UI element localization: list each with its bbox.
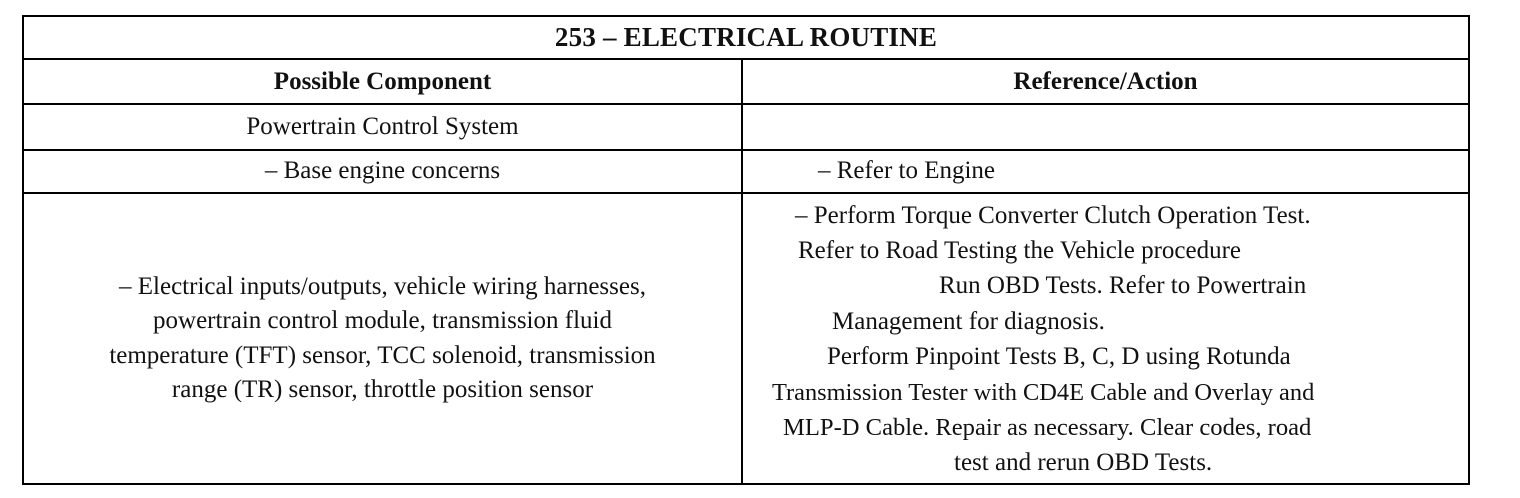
- table-row: [24, 194, 1468, 483]
- table-title-row: [24, 17, 1468, 60]
- header-reference-action: Reference/Action: [1013, 67, 1198, 95]
- component-line: temperature (TFT) sensor, TCC solenoid, transmission: [109, 341, 656, 369]
- action-cell: [743, 151, 1468, 192]
- component-line: – Electrical inputs/outputs, vehicle wiring harnesses,: [119, 272, 646, 300]
- component-line: powertrain control module, transmission fluid: [153, 307, 612, 334]
- component-text-block: [109, 270, 655, 408]
- action-text: – Refer to Engine: [818, 157, 996, 185]
- action-line: MLP-D Cable. Repair as necessary. Clear codes, road: [783, 414, 1312, 441]
- component-text: Powertrain Control System: [246, 112, 519, 140]
- component-text: – Base engine concerns: [264, 157, 501, 185]
- table-row: [24, 151, 1468, 194]
- header-component-cell: [24, 60, 743, 103]
- action-line: Perform Pinpoint Tests B, C, D using Rotunda: [827, 343, 1291, 370]
- action-line: Transmission Tester with CD4E Cable and Overlay and: [772, 379, 1315, 406]
- header-action-cell: [743, 60, 1468, 103]
- action-line: Run OBD Tests. Refer to Powertrain: [939, 272, 1307, 299]
- table-row: [24, 105, 1468, 151]
- table-title-cell: [24, 17, 1468, 58]
- component-cell: [24, 151, 743, 192]
- table-title: 253 – ELECTRICAL ROUTINE: [554, 22, 938, 52]
- component-cell: [24, 105, 743, 149]
- action-cell: [743, 105, 1468, 149]
- action-cell: [743, 194, 1468, 483]
- component-cell: [24, 194, 743, 483]
- action-line: Refer to Road Testing the Vehicle procedure: [798, 237, 1242, 264]
- action-line: – Perform Torque Converter Clutch Operation Test.: [795, 202, 1311, 229]
- action-line: test and rerun OBD Tests.: [954, 449, 1213, 476]
- component-line: range (TR) sensor, throttle position sensor: [171, 376, 594, 403]
- table-header-row: [24, 60, 1468, 105]
- action-line: Management for diagnosis.: [832, 308, 1105, 335]
- diagnostic-table: [22, 15, 1470, 485]
- header-possible-component: Possible Component: [273, 67, 492, 95]
